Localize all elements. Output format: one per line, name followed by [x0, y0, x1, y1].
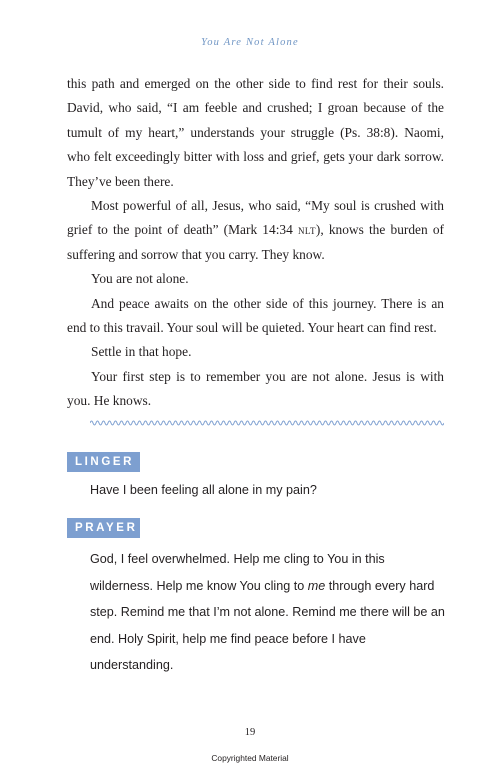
paragraph: Settle in that hope.: [91, 344, 192, 360]
paragraph: this path and emerged on the other side to find rest for their souls. David, who said, “I am feeble and crushed; I groan because of the tumult of my heart,” understands your struggle (Ps. 38:8). Naomi, who felt exceedingly bitter with loss and grief, gets your dark sorrow. They’ve been there.: [67, 76, 444, 189]
running-head: You Are Not Alone: [201, 37, 299, 48]
page-number: 19: [244, 727, 256, 738]
linger-question: Have I been feeling all alone in my pain?: [90, 483, 317, 497]
paragraph: Your first step is to remember you are not alone. Jesus is with you. He knows.: [67, 368, 444, 409]
prayer-text-part: through every hard step. Remind me that I’m not alone. Remind me there will be an end. Holy Spirit, help me find peace before I have understanding.: [90, 578, 445, 673]
wave-divider-line: [90, 421, 444, 425]
wave-divider: [90, 417, 444, 429]
copyright-notice: Copyrighted Material: [211, 753, 289, 763]
paragraph: You are not alone.: [91, 271, 189, 287]
paragraph: [67, 194, 444, 267]
prayer-label: PRAYER: [67, 518, 140, 538]
prayer-text: [90, 546, 446, 679]
linger-label: LINGER: [67, 452, 140, 472]
body-text: [67, 72, 444, 414]
bible-version-abbreviation: nlt: [297, 222, 316, 238]
prayer-text-part: God, I feel overwhelmed. Help me cling to You in this wilderness. Help me know You cling to: [90, 552, 385, 593]
prayer-emphasis: me: [307, 578, 326, 593]
paragraph: And peace awaits on the other side of this journey. There is an end to this travail. Your soul will be quieted. Your heart can find rest.: [67, 295, 444, 336]
prayer-paragraph: [90, 546, 446, 679]
paragraph-text: Most powerful of all, Jesus, who said, “My soul is crushed with grief to the point of death” (Mark 14:34: [67, 198, 444, 238]
paragraph-text: ), knows the burden of suffering and sorrow that you carry. They know.: [67, 222, 444, 262]
